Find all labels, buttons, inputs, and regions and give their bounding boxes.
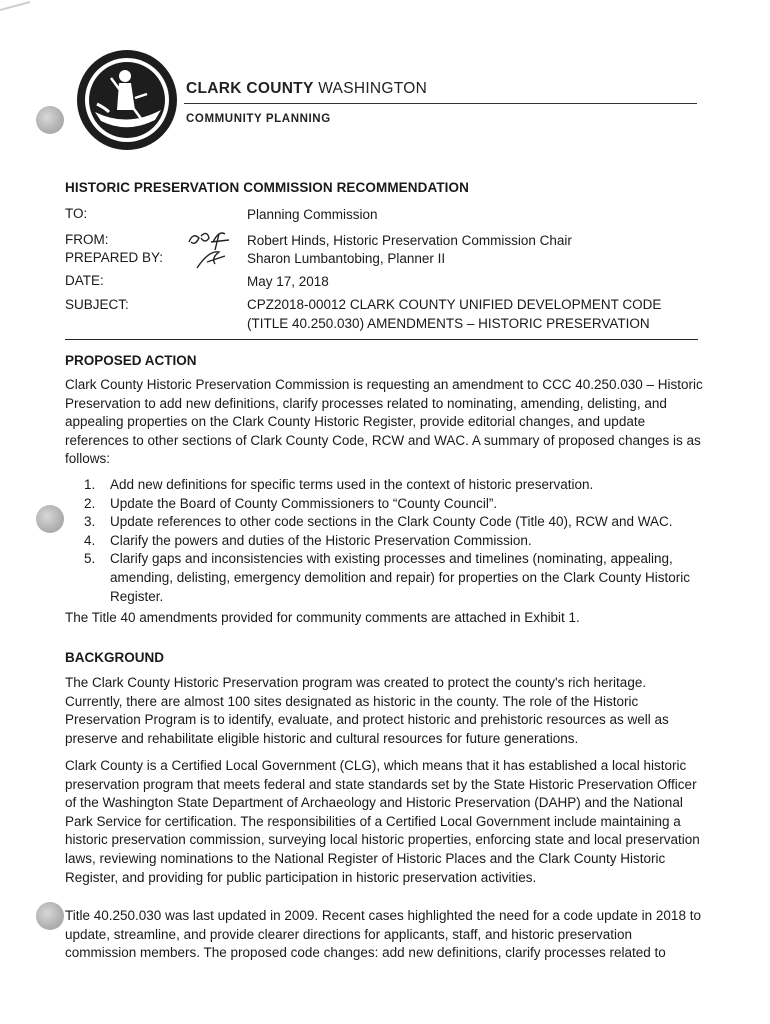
subject-value bbox=[247, 295, 707, 333]
date-label: DATE: bbox=[65, 273, 104, 288]
prepared-by-value: Sharon Lumbantobing, Planner II bbox=[247, 251, 446, 266]
list-item-number: 4. bbox=[84, 532, 96, 548]
punch-hole-top bbox=[36, 106, 64, 134]
background-paragraph-2: Clark County is a Certified Local Government (CLG), which means that it has established a local historic preservation program that meets federal and state standards set by the State Historic Preservation Officer of the Washington State Department of Archaeology and Historic Preservation (DAHP) and the National Park Service for certification. The responsibilities of a Certified Local Government include maintaining a historic preservation commission, surveying local historic properties, enforcing state and local preservation laws, reviewing nominations to the National Register of Historic Places and the Clark County Historic Register, and providing for public participation in historic preservation activities. bbox=[65, 758, 700, 885]
proposed-action-heading: PROPOSED ACTION bbox=[65, 353, 197, 368]
proposed-action-intro: Clark County Historic Preservation Commission is requesting an amendment to CCC 40.250.030 – Historic Preservation to add new definitions, clarify processes related to nominating, amending, delisting, and appealing properties on the Clark County Historic Register, provide editorial changes, and update references to other sections of Clark County Code, RCW and WAC. A summary of proposed changes is as follows: bbox=[65, 377, 703, 467]
list-item-text: Add new definitions for specific terms used in the context of historic preservation. bbox=[110, 477, 594, 492]
from-label: FROM: bbox=[65, 232, 109, 247]
to-value: Planning Commission bbox=[247, 207, 378, 222]
punch-hole-middle bbox=[36, 505, 64, 533]
prepared-by-label: PREPARED BY: bbox=[65, 250, 164, 265]
list-item bbox=[84, 532, 704, 551]
list-item-number: 3. bbox=[84, 514, 96, 530]
to-label: TO: bbox=[65, 206, 88, 221]
subject-line-2: (TITLE 40.250.030) AMENDMENTS – HISTORIC PRESERVATION bbox=[247, 316, 650, 331]
list-item-number: 2. bbox=[84, 495, 96, 511]
organization-name bbox=[186, 80, 427, 98]
scan-corner-mark bbox=[0, 0, 34, 18]
list-item-text: Clarify the powers and duties of the Historic Preservation Commission. bbox=[110, 532, 532, 548]
organization-name-bold: CLARK COUNTY bbox=[186, 80, 314, 97]
organization-state: WASHINGTON bbox=[318, 80, 428, 97]
from-value: Robert Hinds, Historic Preservation Commission Chair bbox=[247, 233, 572, 248]
subject-label: SUBJECT: bbox=[65, 297, 129, 312]
list-item bbox=[84, 550, 704, 606]
list-item-text: Update the Board of County Commissioners to “County Council”. bbox=[110, 495, 498, 511]
background-paragraph-1: The Clark County Historic Preservation program was created to protect the county's rich heritage. Currently, there are almost 100 sites designated as historic in the county. The role of the Historic Preservation Program is to identify, evaluate, and protect historic and prehistoric resources as well as preserve and rehabilitate eligible historic and cultural resources for future generations. bbox=[65, 675, 669, 746]
background-heading: BACKGROUND bbox=[65, 650, 164, 665]
attachment-note: The Title 40 amendments provided for community comments are attached in Exhibit 1. bbox=[65, 610, 580, 625]
list-item-number: 5. bbox=[84, 551, 96, 567]
clark-county-logo-icon bbox=[75, 48, 179, 152]
header-divider bbox=[184, 103, 697, 104]
list-item bbox=[84, 476, 704, 495]
section-divider bbox=[65, 339, 698, 340]
list-item bbox=[84, 495, 704, 514]
list-item-number: 1. bbox=[84, 477, 96, 492]
date-value: May 17, 2018 bbox=[247, 274, 329, 289]
list-item bbox=[84, 513, 704, 532]
memo-title: HISTORIC PRESERVATION COMMISSION RECOMMENDATION bbox=[65, 180, 469, 195]
list-item-text: Clarify gaps and inconsistencies with existing processes and timelines (nominating, appealing, amending, delisting, emergency demolition and repair) for properties on the Clark County Historic Register. bbox=[110, 551, 691, 604]
subject-line-1: CPZ2018-00012 CLARK COUNTY UNIFIED DEVELOPMENT CODE bbox=[247, 297, 662, 312]
background-paragraph-3: Title 40.250.030 was last updated in 2009. Recent cases highlighted the need for a code update in 2018 to update, streamline, and provide clearer directions for applicants, staff, and historic preservation commission members. The proposed code changes: add new definitions, clarify processes related to bbox=[65, 908, 701, 961]
list-item-text: Update references to other code sections in the Clark County Code (Title 40), RCW and WAC. bbox=[110, 514, 673, 530]
proposed-changes-list bbox=[84, 476, 704, 606]
punch-hole-bottom bbox=[36, 902, 64, 930]
department-name: COMMUNITY PLANNING bbox=[186, 113, 331, 125]
handwritten-initials-signature bbox=[185, 228, 235, 272]
